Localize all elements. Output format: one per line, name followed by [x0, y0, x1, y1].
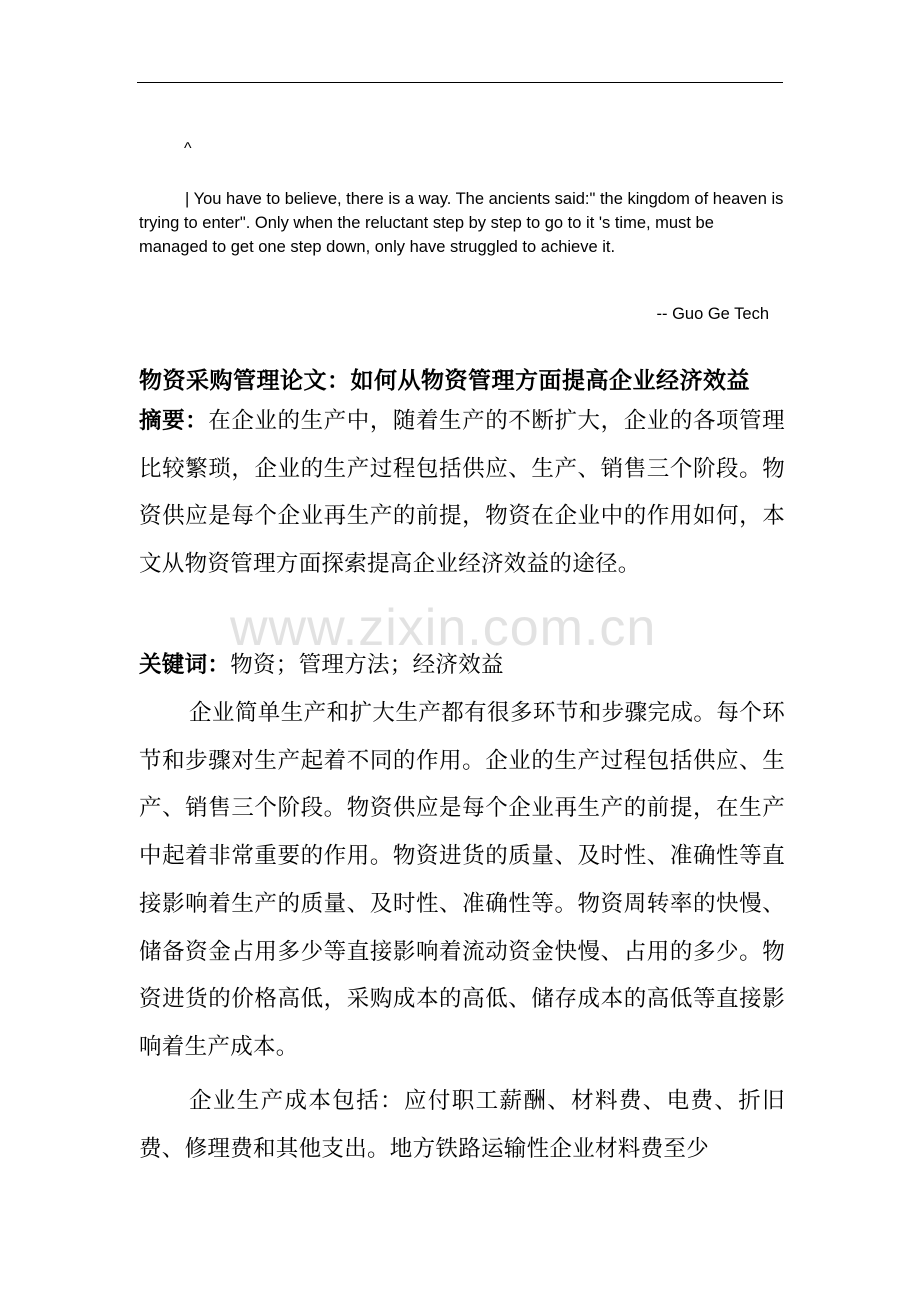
watermark: www.zixin.com.cn	[230, 599, 657, 657]
abstract-text: 在企业的生产中，随着生产的不断扩大，企业的各项管理比较繁琐，企业的生产过程包括供应、生产、销售三个阶段。物资供应是每个企业再生产的前提，物资在企业中的作用如何，本文从物资管理方面探索提高企业经济效益的途径。	[139, 408, 785, 578]
epigraph-attribution: -- Guo Ge Tech	[656, 305, 769, 323]
abstract-label: 摘要：	[139, 408, 209, 434]
body-paragraph: 企业生产成本包括：应付职工薪酬、材料费、电费、折旧费、修理费和其他支出。地方铁路运输性企业材料费至少	[139, 1088, 785, 1162]
keywords-section	[139, 642, 785, 690]
body-paragraph: 企业简单生产和扩大生产都有很多环节和步骤完成。每个环节和步骤对生产起着不同的作用。企业的生产过程包括供应、生产、销售三个阶段。物资供应是每个企业再生产的前提，在生产中起着非常重要的作用。物资进货的质量、及时性、准确性等直接影响着生产的质量、及时性、准确性等。物资周转率的快慢、储备资金占用多少等直接影响着流动资金快慢、占用的多少。物资进货的价格高低，采购成本的高低、储存成本的高低等直接影响着生产成本。	[139, 700, 785, 1060]
abstract-section	[139, 398, 785, 589]
document-title: 物资采购管理论文：如何从物资管理方面提高企业经济效益	[139, 368, 750, 394]
header-rule	[137, 82, 783, 83]
keywords-text: 物资；管理方法；经济效益	[230, 652, 504, 678]
caret-mark: ^	[184, 140, 192, 157]
keywords-label: 关键词：	[139, 652, 231, 678]
epigraph-quote: | You have to believe, there is a way. The ancients said:" the kingdom of heaven is trying to enter". Only when the reluctant step by step to go to it 's time, must be managed to get one step down, only have struggled to achieve it.	[139, 190, 784, 256]
